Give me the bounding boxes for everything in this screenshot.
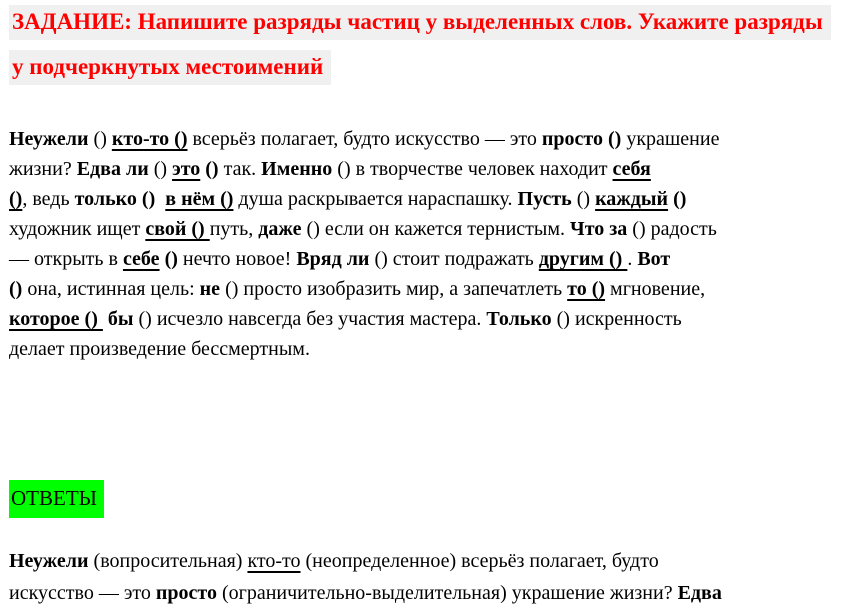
text-run: кто-то () — [111, 128, 188, 150]
text-run: Что за — [570, 218, 628, 240]
text-run: себе — [122, 248, 160, 270]
text-run: () — [571, 188, 596, 210]
text-run: так. — [218, 158, 262, 180]
text-run: Пусть — [517, 188, 572, 210]
paragraph-line — [9, 214, 855, 244]
text-run: путь, — [209, 218, 259, 240]
text-run: () просто изобразить мир, а запечатлеть — [220, 278, 568, 300]
text-run: делает произведение бессмертным. — [9, 338, 310, 360]
text-run: просто — [155, 582, 217, 604]
heading-line-2-text: у подчеркнутых местоимений — [9, 50, 331, 85]
text-run: . — [627, 248, 638, 270]
text-run: Именно — [261, 158, 333, 180]
text-run: (вопросительная) — [88, 550, 248, 572]
text-run: Неужели — [9, 550, 89, 572]
text-run: (неопределенное) всерьёз полагает, будто — [300, 550, 659, 572]
text-run: кто-то — [247, 550, 301, 572]
text-run: то () — [567, 278, 606, 300]
text-run: Только — [486, 308, 552, 330]
text-run — [155, 188, 165, 210]
text-run: другим () — [538, 248, 628, 270]
text-run: Едва ли — [76, 158, 149, 180]
text-run: мгновение, — [605, 278, 706, 300]
text-run: () — [9, 278, 23, 300]
text-run: даже — [258, 218, 302, 240]
heading-line-2 — [9, 50, 855, 85]
text-run: () — [88, 128, 112, 150]
text-run: каждый — [595, 188, 669, 210]
text-run: она, истинная цель: — [22, 278, 200, 300]
paragraph-line — [9, 124, 855, 154]
text-run: Вряд ли — [296, 248, 370, 270]
paragraph-line — [9, 545, 855, 577]
answers-section — [9, 480, 855, 518]
text-run: нечто новое! — [177, 248, 297, 270]
text-run: всерьёз полагает, будто искусство — это — [187, 128, 542, 150]
heading-line-1-text: ЗАДАНИЕ: Напишите разряды частиц у выделенных слов. Укажите разряды — [9, 5, 831, 40]
text-run: себя — [612, 158, 651, 180]
text-run: () искренность — [551, 308, 682, 330]
text-run: душа раскрывается нараспашку. — [233, 188, 518, 210]
text-run: просто — [541, 128, 603, 150]
paragraph-line — [9, 334, 855, 364]
text-run: украшение — [621, 128, 720, 150]
text-run: (ограничительно-выделительная) украшение жизни? — [216, 582, 678, 604]
paragraph-line — [9, 184, 855, 214]
text-run: бы — [107, 308, 134, 330]
text-run: жизни? — [9, 158, 77, 180]
task-heading — [9, 5, 855, 85]
paragraph-line — [9, 244, 855, 274]
text-run: художник ищет — [9, 218, 146, 240]
text-run: () если он кажется тернистым. — [301, 218, 571, 240]
text-run: () стоит подражать — [369, 248, 539, 270]
task-paragraph — [9, 124, 855, 364]
paragraph-line — [9, 577, 855, 609]
text-run: — открыть в — [9, 248, 123, 270]
text-run: () — [164, 248, 178, 270]
text-run: () — [205, 158, 219, 180]
text-run: () — [607, 128, 622, 150]
text-run: Неужели — [9, 128, 89, 150]
paragraph-line — [9, 154, 855, 184]
text-run: () — [9, 188, 23, 210]
paragraph-line — [9, 274, 855, 304]
heading-line-1 — [9, 5, 855, 40]
text-run: не — [199, 278, 221, 300]
text-run: только () — [74, 188, 156, 210]
text-run: искусство — это — [9, 582, 156, 604]
text-run: в нём () — [165, 188, 234, 210]
text-run: () радость — [627, 218, 717, 240]
text-run: () — [673, 188, 687, 210]
text-run: это — [172, 158, 201, 180]
paragraph-line — [9, 304, 855, 334]
text-run: , ведь — [22, 188, 75, 210]
answers-label: ОТВЕТЫ — [9, 480, 104, 518]
text-run: () исчезло навсегда без участия мастера. — [133, 308, 487, 330]
text-run: Едва — [677, 582, 722, 604]
text-run: () — [148, 158, 173, 180]
text-run: свой () — [145, 218, 210, 240]
text-run: () в творчестве человек находит — [332, 158, 613, 180]
text-run: которое () — [9, 308, 103, 330]
answers-paragraph — [9, 545, 855, 609]
text-run: Вот — [637, 248, 671, 270]
